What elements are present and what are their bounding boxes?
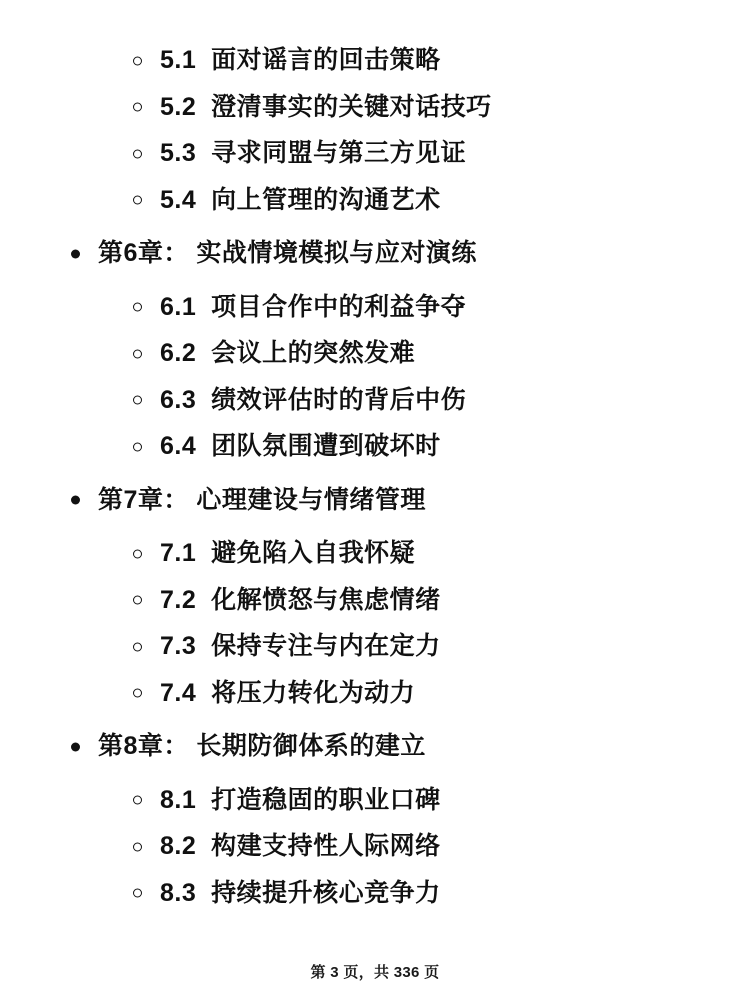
toc-section-title: 项目合作中的利益争夺 [211, 292, 467, 321]
hollow-bullet-icon [133, 842, 142, 851]
toc-section-number: 6.4 [160, 432, 204, 460]
toc-section-item[interactable] [60, 289, 690, 327]
hollow-bullet-icon [133, 442, 142, 451]
hollow-bullet-icon [133, 796, 142, 805]
toc-section-number: 7.3 [160, 632, 204, 660]
toc-section-number: 5.3 [160, 139, 204, 167]
toc-section-title: 避免陷入自我怀疑 [211, 539, 416, 567]
hollow-bullet-icon [133, 549, 142, 558]
hollow-bullet-icon [133, 103, 142, 112]
toc-section-item[interactable] [60, 135, 690, 173]
toc-section-title: 寻求同盟与第三方见证 [211, 139, 467, 167]
toc-section-title: 澄清事实的关键对话技巧 [211, 92, 492, 121]
toc-section-title: 向上管理的沟通艺术 [211, 185, 441, 214]
toc-section-number: 8.3 [160, 878, 204, 907]
hollow-bullet-icon [133, 642, 142, 651]
toc-section-title: 构建支持性人际网络 [211, 832, 441, 860]
toc-chapter-item[interactable] [60, 482, 690, 520]
toc-section-title: 持续提升核心竞争力 [211, 878, 441, 907]
toc-section-item[interactable] [60, 628, 690, 666]
toc-section-title: 保持专注与内在定力 [211, 632, 441, 660]
toc-chapter-item[interactable] [60, 235, 690, 273]
toc-section-number: 5.2 [160, 92, 204, 121]
toc-section-number: 6.3 [160, 385, 204, 414]
hollow-bullet-icon [133, 149, 142, 158]
toc-section-item[interactable] [60, 828, 690, 866]
toc-section-title: 面对谣言的回击策略 [211, 46, 441, 74]
toc-section-number: 5.1 [160, 46, 204, 74]
hollow-bullet-icon [133, 349, 142, 358]
toc-section-item[interactable] [60, 875, 690, 913]
toc-section-item[interactable] [60, 182, 690, 220]
toc-section-number: 6.1 [160, 292, 204, 321]
toc-section-number: 7.2 [160, 585, 204, 614]
toc-section-item[interactable] [60, 382, 690, 420]
toc-chapter-group-8 [60, 728, 690, 766]
hollow-bullet-icon [133, 396, 142, 405]
toc-section-item[interactable] [60, 675, 690, 713]
toc-section-item[interactable] [60, 42, 690, 80]
toc-section-group-8 [60, 782, 690, 913]
hollow-bullet-icon [133, 889, 142, 898]
toc-section-group-6 [60, 289, 690, 466]
toc-chapter-label: 第7章： 心理建设与情绪管理 [98, 485, 426, 514]
toc-section-item[interactable] [60, 535, 690, 573]
toc-section-number: 7.1 [160, 539, 204, 567]
toc-section-number: 7.4 [160, 678, 204, 707]
filled-bullet-icon [71, 496, 80, 505]
toc-section-item[interactable] [60, 582, 690, 620]
toc-section-item[interactable] [60, 428, 690, 466]
filled-bullet-icon [71, 249, 80, 258]
toc-chapter-group-6 [60, 235, 690, 273]
toc-section-number: 8.1 [160, 785, 204, 814]
toc-section-item[interactable] [60, 782, 690, 820]
toc-section-title: 会议上的突然发难 [211, 339, 416, 367]
toc-section-group-7 [60, 535, 690, 712]
toc-chapter-label: 第8章： 长期防御体系的建立 [98, 732, 426, 760]
toc-chapter-group-7 [60, 482, 690, 520]
toc-section-number: 5.4 [160, 185, 204, 214]
hollow-bullet-icon [133, 303, 142, 312]
hollow-bullet-icon [133, 596, 142, 605]
toc-section-number: 6.2 [160, 339, 204, 367]
toc-section-item[interactable] [60, 335, 690, 373]
page-footer: 第 3 页，共 336 页 [310, 964, 440, 981]
hollow-bullet-icon [133, 56, 142, 65]
toc-section-number: 8.2 [160, 832, 204, 860]
toc-section-title: 打造稳固的职业口碑 [211, 785, 441, 814]
toc-section-title: 绩效评估时的背后中伤 [211, 385, 467, 414]
toc-section-title: 团队氛围遭到破坏时 [211, 432, 441, 460]
toc-chapter-item[interactable] [60, 728, 690, 766]
toc-section-title: 将压力转化为动力 [211, 678, 416, 707]
toc-chapter-label: 第6章： 实战情境模拟与应对演练 [98, 239, 477, 267]
toc-section-title: 化解愤怒与焦虑情绪 [211, 585, 441, 614]
filled-bullet-icon [71, 742, 80, 751]
hollow-bullet-icon [133, 689, 142, 698]
toc-section-group-5 [60, 42, 690, 219]
hollow-bullet-icon [133, 196, 142, 205]
toc-section-item[interactable] [60, 89, 690, 127]
